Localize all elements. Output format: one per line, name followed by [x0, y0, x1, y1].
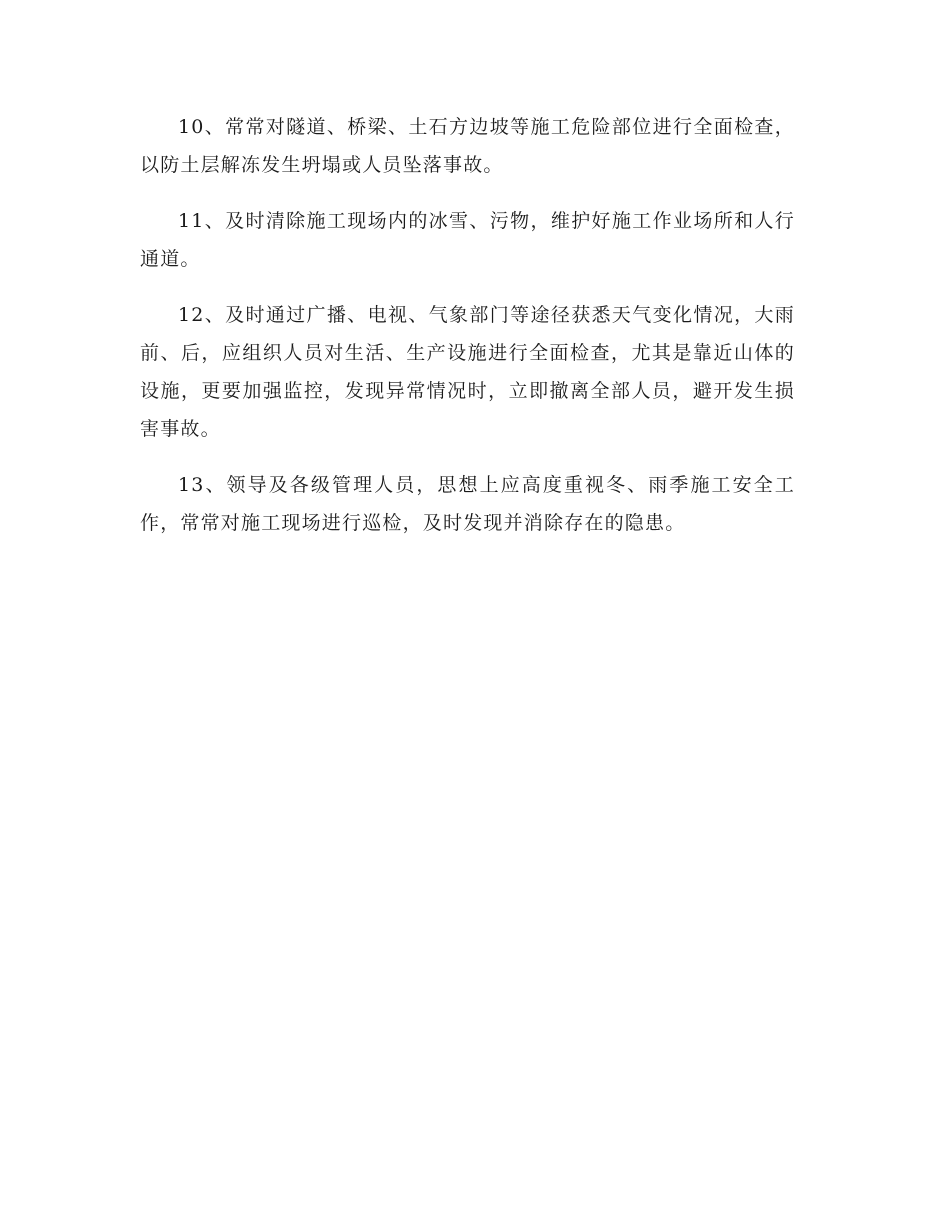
paragraph-10: 10、常常对隧道、桥梁、土石方边坡等施工危险部位进行全面检查，以防土层解冻发生坍塌或人员坠落事故。 — [140, 116, 795, 176]
paragraph-11: 11、及时清除施工现场内的冰雪、污物，维护好施工作业场所和人行通道。 — [140, 210, 795, 270]
document-body — [140, 108, 795, 560]
paragraph-12: 12、及时通过广播、电视、气象部门等途径获悉天气变化情况，大雨前、后，应组织人员对生活、生产设施进行全面检查，尤其是靠近山体的设施，更要加强监控，发现异常情况时，立即撤离全部人员，避开发生损害事故。 — [140, 304, 795, 440]
paragraph-13: 13、领导及各级管理人员，思想上应高度重视冬、雨季施工安全工作，常常对施工现场进行巡检，及时发现并消除存在的隐患。 — [140, 474, 795, 534]
